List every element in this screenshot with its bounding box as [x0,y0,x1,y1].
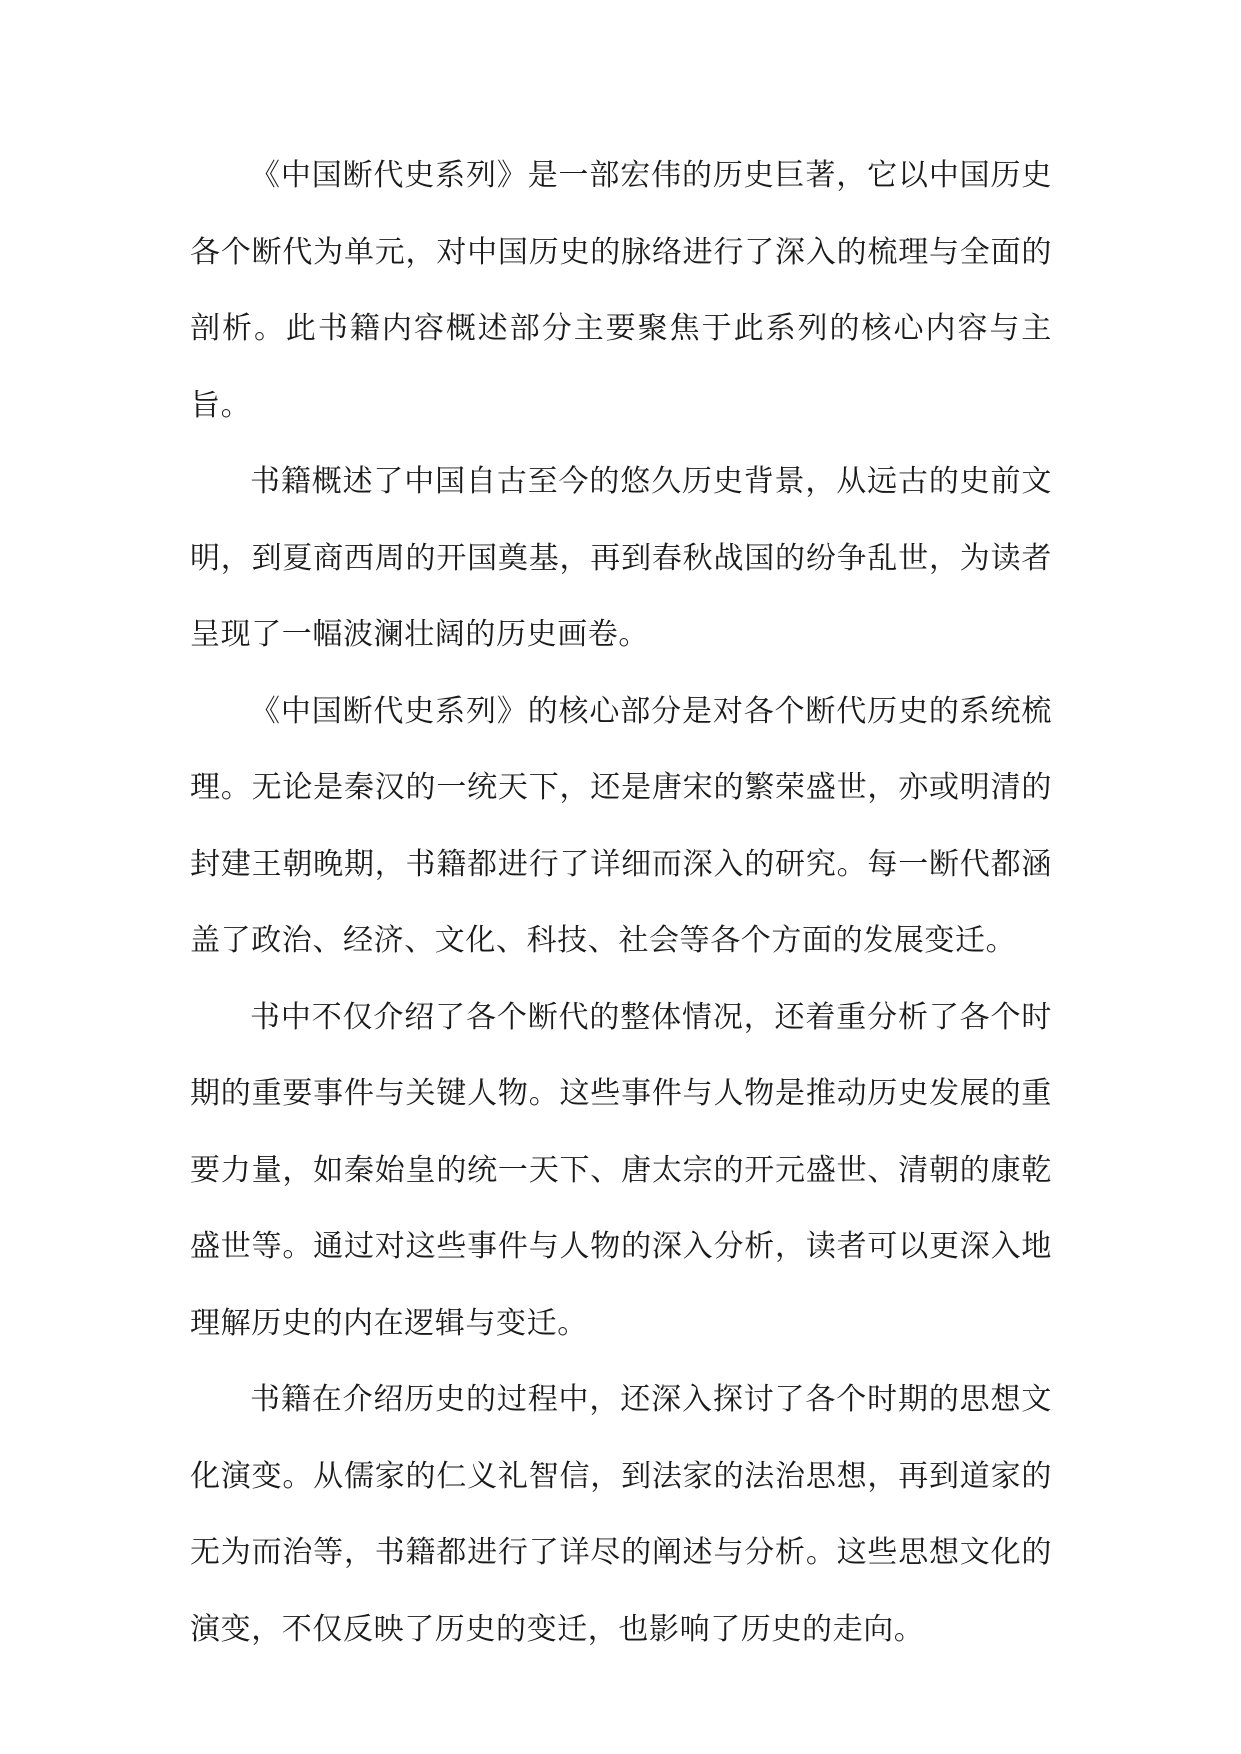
document-body [190,138,1052,1668]
paragraph-events: 书中不仅介绍了各个断代的整体情况，还着重分析了各个时期的重要事件与关键人物。这些事件与人物是推动历史发展的重要力量，如秦始皇的统一天下、唐太宗的开元盛世、清朝的康乾盛世等。通过对这些事件与人物的深入分析，读者可以更深入地理解历史的内在逻辑与变迁。 [190,999,1052,1341]
paragraph-intro: 《中国断代史系列》是一部宏伟的历史巨著，它以中国历史各个断代为单元，对中国历史的脉络进行了深入的梳理与全面的剖析。此书籍内容概述部分主要聚焦于此系列的核心内容与主旨。 [190,158,1052,423]
paragraph-core: 《中国断代史系列》的核心部分是对各个断代历史的系统梳理。无论是秦汉的一统天下，还是唐宋的繁荣盛世，亦或明清的封建王朝晚期，书籍都进行了详细而深入的研究。每一断代都涵盖了政治、经济、文化、科技、社会等各个方面的发展变迁。 [190,693,1052,958]
paragraph-culture: 书籍在介绍历史的过程中，还深入探讨了各个时期的思想文化演变。从儒家的仁义礼智信，到法家的法治思想，再到道家的无为而治等，书籍都进行了详尽的阐述与分析。这些思想文化的演变，不仅反映了历史的变迁，也影响了历史的走向。 [190,1382,1052,1647]
paragraph-background: 书籍概述了中国自古至今的悠久历史背景，从远古的史前文明，到夏商西周的开国奠基，再到春秋战国的纷争乱世，为读者呈现了一幅波澜壮阔的历史画卷。 [190,464,1052,652]
